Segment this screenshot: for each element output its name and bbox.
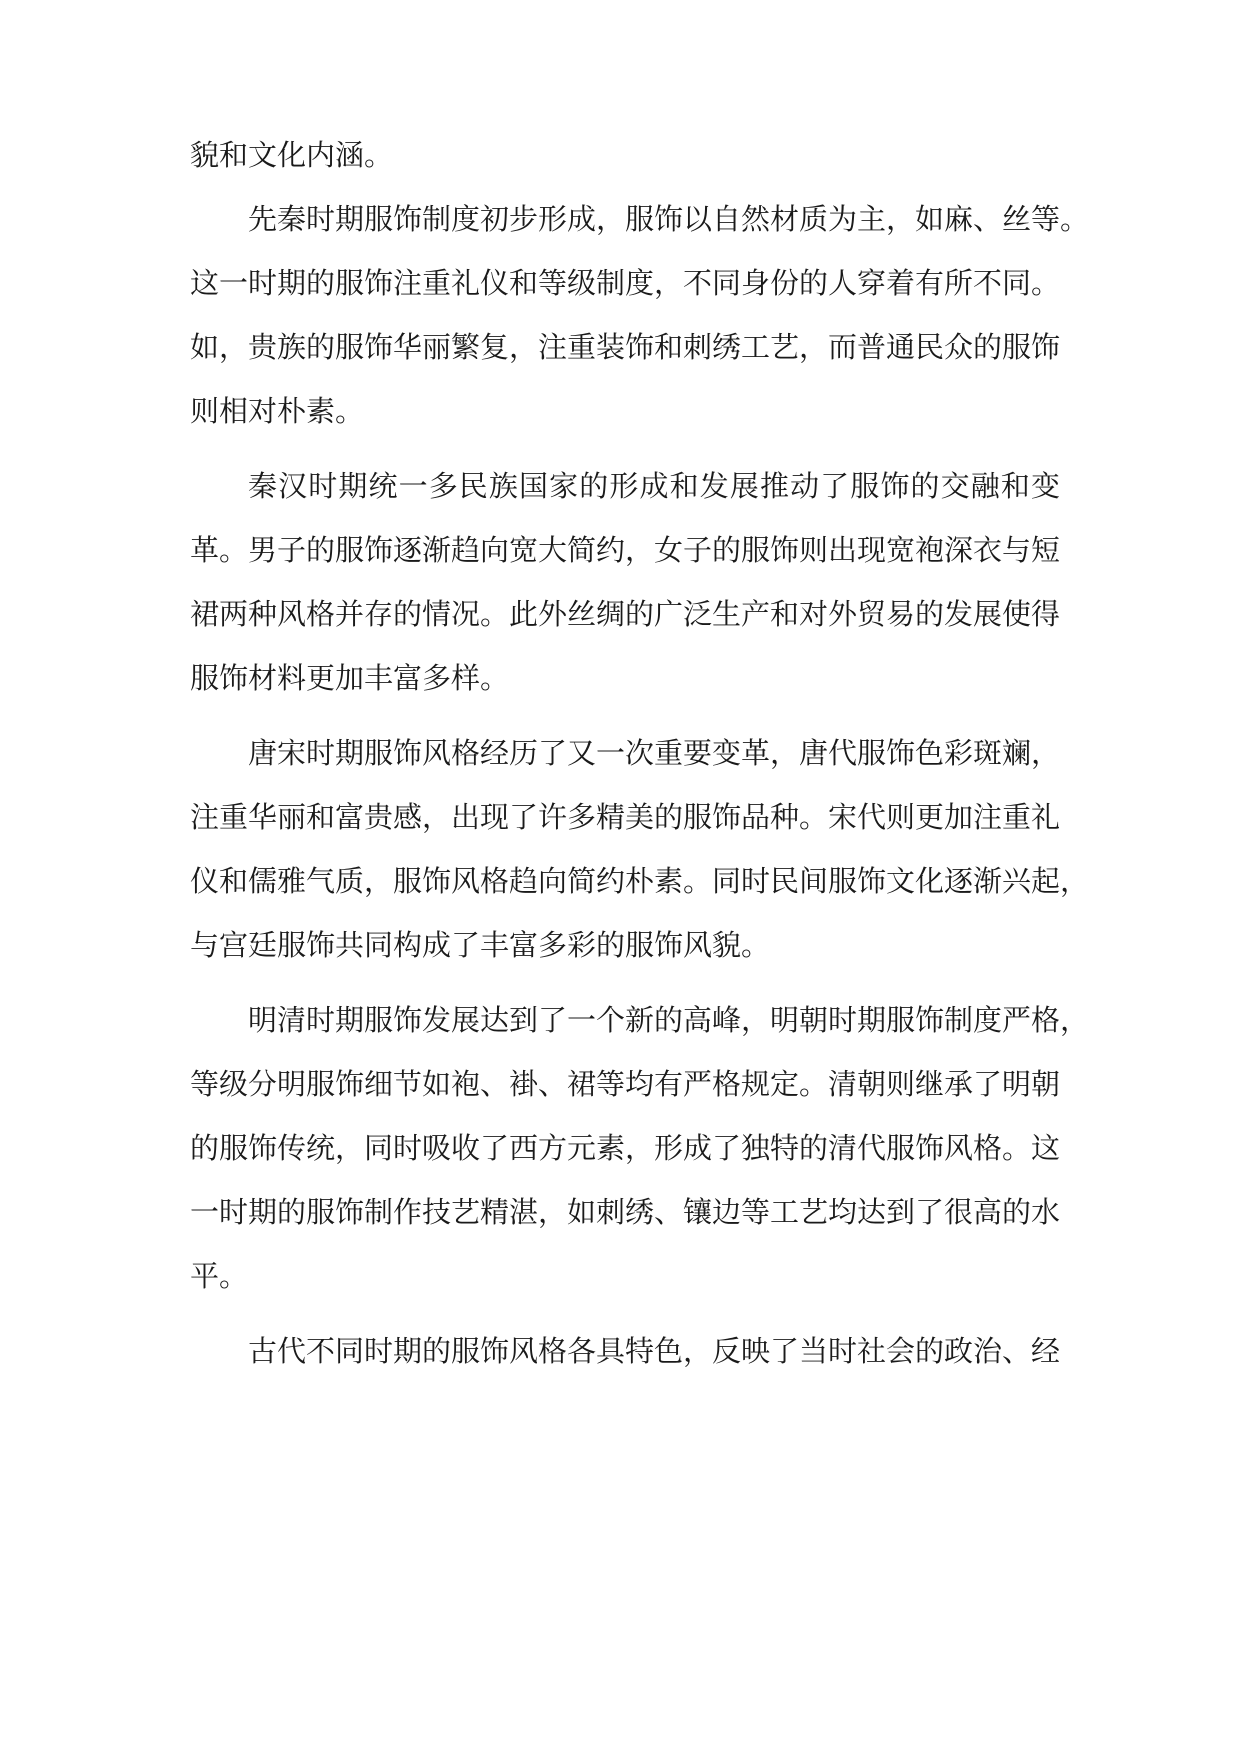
text-line: 唐宋时期服饰风格经历了又一次重要变革，唐代服饰色彩斑斓， <box>248 736 1061 770</box>
text-line: 平。 <box>190 1259 249 1293</box>
text-line: 与宫廷服饰共同构成了丰富多彩的服饰风貌。 <box>190 928 771 962</box>
text-line: 则相对朴素。 <box>190 394 365 428</box>
text-line: 古代不同时期的服饰风格各具特色，反映了当时社会的政治、经 <box>248 1334 1061 1368</box>
text-line: 秦汉时期统一多民族国家的形成和发展推动了服饰的交融和变 <box>248 469 1060 503</box>
text-line: 裙两种风格并存的情况。此外丝绸的广泛生产和对外贸易的发展使得 <box>190 597 1061 631</box>
text-line: 明清时期服饰发展达到了一个新的高峰，明朝时期服饰制度严格， <box>248 1003 1090 1037</box>
text-line: 的服饰传统，同时吸收了西方元素，形成了独特的清代服饰风格。这 <box>190 1131 1061 1165</box>
text-line: 一时期的服饰制作技艺精湛，如刺绣、镶边等工艺均达到了很高的水 <box>190 1195 1061 1229</box>
text-line: 仪和儒雅气质，服饰风格趋向简约朴素。同时民间服饰文化逐渐兴起， <box>190 864 1090 898</box>
text-line: 先秦时期服饰制度初步形成，服饰以自然材质为主，如麻、丝等。 <box>248 202 1090 236</box>
text-line: 如，贵族的服饰华丽繁复，注重装饰和刺绣工艺，而普通民众的服饰 <box>190 330 1061 364</box>
text-line: 革。男子的服饰逐渐趋向宽大简约，女子的服饰则出现宽袍深衣与短 <box>190 533 1061 567</box>
text-line: 貌和文化内涵。 <box>190 138 394 172</box>
text-line: 注重华丽和富贵感，出现了许多精美的服饰品种。宋代则更加注重礼 <box>190 800 1061 834</box>
text-line: 这一时期的服饰注重礼仪和等级制度，不同身份的人穿着有所不同。 <box>190 266 1061 300</box>
text-line: 等级分明服饰细节如袍、褂、裙等均有严格规定。清朝则继承了明朝 <box>190 1067 1061 1101</box>
text-line: 服饰材料更加丰富多样。 <box>190 661 510 695</box>
